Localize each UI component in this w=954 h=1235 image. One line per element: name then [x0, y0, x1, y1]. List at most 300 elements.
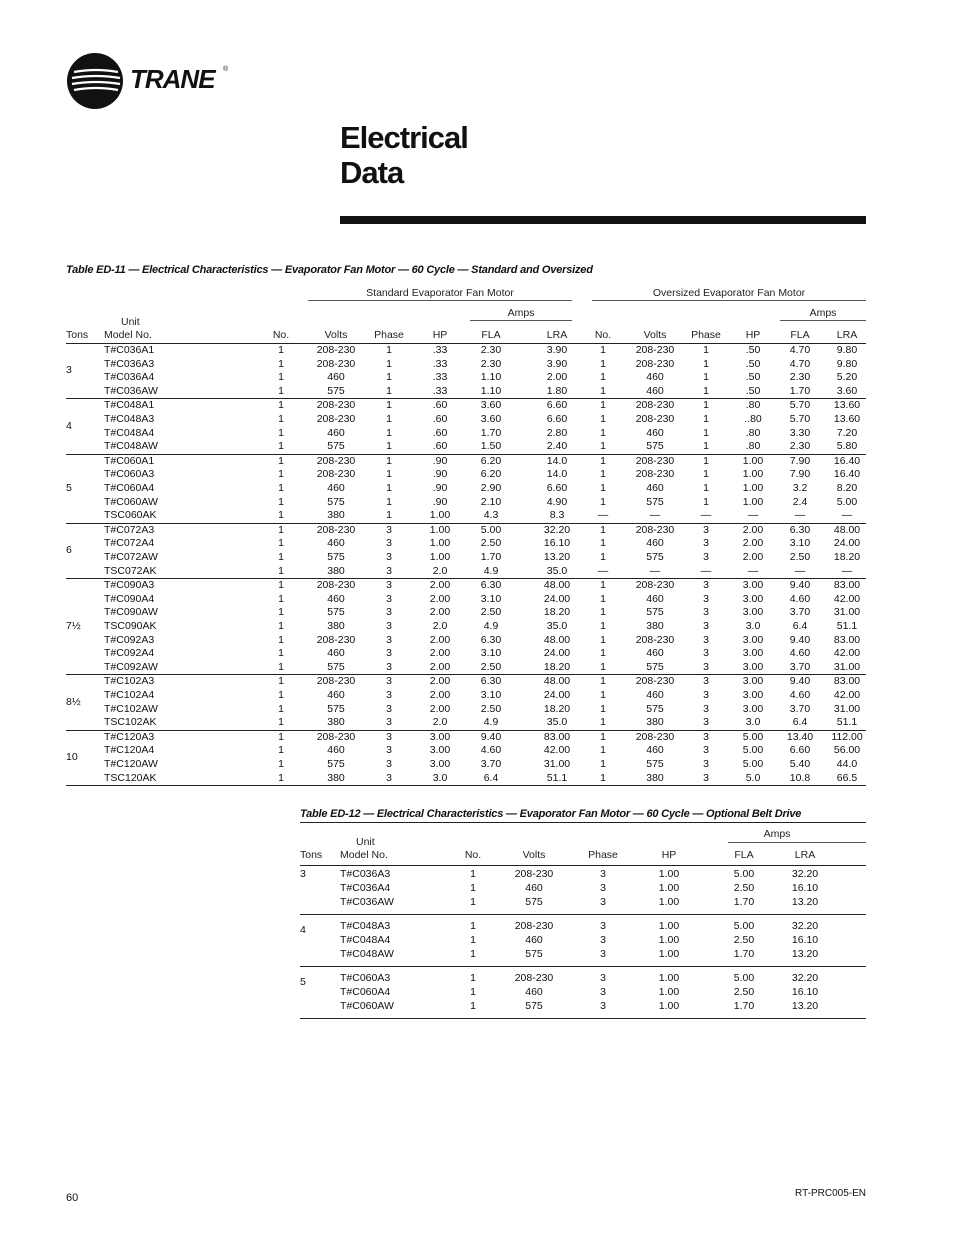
value-cell: 208-230 — [316, 633, 356, 646]
value-cell: 13.20 — [543, 551, 571, 563]
value-cell: 1.70 — [480, 551, 502, 563]
model-no: T#C036A1 — [104, 344, 155, 356]
table2-amps-rule — [728, 842, 866, 843]
value-cell: 6.20 — [480, 468, 502, 481]
value-cell: 460 — [646, 592, 664, 605]
table2-caption: Table ED-12 — Electrical Characteristics — Evaporator Fan Motor — 60 Cycle — Optional Belt Drive — [300, 808, 802, 820]
model-no: TSC090AK — [104, 620, 157, 632]
value-cell: 5.40 — [789, 758, 811, 770]
table2-header-no: No. — [464, 849, 482, 861]
table2-group-rule — [300, 966, 866, 967]
value-cell: — — [649, 509, 661, 522]
value-cell: 10.8 — [789, 771, 811, 784]
table2-value-cell: 460 — [525, 882, 543, 894]
model-no: T#C048A4 — [104, 426, 155, 439]
value-cell: 83.00 — [543, 730, 571, 743]
value-cell: 6.4 — [483, 771, 499, 784]
table2-value-cell: 5.00 — [733, 920, 755, 932]
value-cell: 3 — [386, 702, 392, 715]
value-cell: 3 — [703, 660, 709, 673]
value-cell: 18.20 — [543, 702, 571, 715]
value-cell: 3 — [703, 592, 709, 605]
value-cell: 1 — [703, 357, 709, 370]
value-cell: 13.60 — [833, 399, 861, 412]
value-cell: 1.00 — [742, 468, 764, 481]
value-cell: 16.40 — [833, 454, 861, 467]
model-no: T#C120A3 — [104, 730, 155, 743]
brand-wordmark: TRANE — [130, 64, 215, 94]
value-cell: 3.00 — [429, 730, 451, 743]
value-cell: 208-230 — [635, 454, 675, 467]
value-cell: 1 — [703, 371, 709, 384]
value-cell: 2.30 — [789, 440, 811, 453]
value-cell: 51.1 — [836, 716, 858, 729]
value-cell: 208-230 — [635, 357, 675, 370]
value-cell: 1 — [600, 482, 606, 494]
value-cell: 1 — [703, 468, 709, 481]
value-cell: 208-230 — [316, 730, 356, 743]
table2-value-cell: 2.50 — [733, 934, 755, 946]
value-cell: 1 — [278, 660, 284, 673]
value-cell: 1 — [600, 730, 606, 743]
value-cell: 1 — [278, 689, 284, 701]
value-cell: 3.10 — [480, 689, 502, 701]
value-cell: 7.20 — [836, 426, 858, 439]
value-cell: 1 — [386, 509, 392, 522]
value-cell: 31.00 — [833, 702, 861, 715]
model-no: T#C048A3 — [104, 413, 155, 425]
value-cell: 3 — [703, 633, 709, 646]
value-cell: 1 — [386, 468, 392, 481]
value-cell: .50 — [745, 384, 761, 397]
value-cell: 1 — [278, 495, 284, 508]
value-cell: 2.00 — [742, 537, 764, 550]
value-cell: 1 — [600, 702, 606, 715]
value-cell: 460 — [646, 384, 664, 397]
value-cell: 575 — [327, 551, 345, 563]
model-no: T#C072A4 — [104, 537, 155, 550]
value-cell: 2.0 — [432, 716, 448, 729]
value-cell: 3 — [386, 551, 392, 563]
value-cell: 380 — [327, 620, 345, 632]
value-cell: 3.2 — [792, 482, 808, 494]
value-cell: 208-230 — [635, 399, 675, 412]
table2-value-cell: 208-230 — [514, 920, 554, 932]
value-cell: 31.00 — [543, 758, 571, 770]
model-no: T#C120A4 — [104, 744, 155, 757]
table2-model-no: T#C048A3 — [340, 920, 391, 932]
value-cell: 6.60 — [546, 413, 568, 425]
value-cell: 24.00 — [543, 647, 571, 660]
value-cell: 24.00 — [543, 592, 571, 605]
value-cell: 575 — [646, 495, 664, 508]
value-cell: 42.00 — [833, 689, 861, 701]
header-no: No. — [594, 329, 612, 341]
table2-tons-value: 5 — [300, 976, 306, 988]
oversized-group-label: Oversized Evaporator Fan Motor — [652, 287, 806, 299]
value-cell: 2.50 — [789, 551, 811, 563]
value-cell: 1 — [278, 413, 284, 425]
value-cell: 460 — [327, 482, 345, 494]
value-cell: 4.9 — [483, 716, 499, 729]
value-cell: 3 — [386, 689, 392, 701]
table2-value-cell: 1 — [470, 972, 476, 984]
value-cell: 1 — [278, 620, 284, 632]
value-cell: 16.10 — [543, 537, 571, 550]
value-cell: 1.50 — [480, 440, 502, 453]
header-no: No. — [272, 329, 290, 341]
value-cell: 1 — [600, 384, 606, 397]
value-cell: 1 — [278, 716, 284, 729]
value-cell: — — [649, 564, 661, 577]
table2-model-no: T#C036A4 — [340, 882, 391, 894]
table2-value-cell: 1.00 — [658, 882, 680, 894]
unit-label: Unit — [121, 316, 140, 328]
value-cell: 1 — [600, 620, 606, 632]
value-cell: 3.70 — [789, 702, 811, 715]
value-cell: 575 — [646, 440, 664, 453]
value-cell: .60 — [432, 440, 448, 453]
table2-value-cell: 2.50 — [733, 986, 755, 998]
table2-value-cell: 32.20 — [791, 920, 819, 932]
standard-amps-label: Amps — [507, 307, 535, 319]
value-cell: 460 — [327, 537, 345, 550]
value-cell: — — [794, 509, 806, 522]
table2-value-cell: 208-230 — [514, 972, 554, 984]
value-cell: 3 — [386, 647, 392, 660]
value-cell: 35.0 — [546, 716, 568, 729]
value-cell: 9.80 — [836, 357, 858, 370]
value-cell: 1 — [278, 579, 284, 592]
value-cell: 2.00 — [429, 579, 451, 592]
value-cell: 1 — [386, 454, 392, 467]
value-cell: 1.00 — [429, 509, 451, 522]
value-cell: — — [700, 509, 712, 522]
tons-value: 6 — [66, 544, 72, 556]
table2-header-volts: Volts — [522, 849, 546, 861]
value-cell: 3.10 — [480, 647, 502, 660]
value-cell: 3 — [703, 689, 709, 701]
model-no: T#C090AW — [104, 606, 158, 619]
value-cell: 48.00 — [833, 523, 861, 536]
table2-value-cell: 460 — [525, 986, 543, 998]
value-cell: 14.0 — [546, 454, 568, 467]
value-cell: .50 — [745, 357, 761, 370]
value-cell: 2.0 — [432, 564, 448, 577]
table2-value-cell: 1 — [470, 882, 476, 894]
header-lra: LRA — [546, 329, 568, 341]
value-cell: 208-230 — [635, 633, 675, 646]
value-cell: 3 — [386, 523, 392, 536]
value-cell: 3.00 — [742, 579, 764, 592]
model-no: T#C102A4 — [104, 689, 155, 701]
value-cell: 1.00 — [429, 551, 451, 563]
value-cell: 3.00 — [742, 592, 764, 605]
value-cell: 380 — [646, 771, 664, 784]
value-cell: 35.0 — [546, 620, 568, 632]
model-no: TSC120AK — [104, 771, 157, 784]
value-cell: 1 — [278, 371, 284, 384]
value-cell: 3 — [703, 579, 709, 592]
value-cell: 1 — [703, 454, 709, 467]
value-cell: 2.00 — [429, 660, 451, 673]
value-cell: 460 — [646, 482, 664, 494]
value-cell: 1.80 — [546, 384, 568, 397]
table2-header-model: Model No. — [340, 849, 388, 861]
table2-tons-value: 4 — [300, 924, 306, 936]
value-cell: 1 — [600, 592, 606, 605]
value-cell: 66.5 — [836, 771, 858, 784]
value-cell: 208-230 — [635, 468, 675, 481]
table2-value-cell: 5.00 — [733, 972, 755, 984]
value-cell: 2.30 — [480, 344, 502, 356]
value-cell: 1 — [278, 426, 284, 439]
value-cell: 460 — [327, 647, 345, 660]
value-cell: — — [597, 509, 609, 522]
value-cell: 6.60 — [546, 482, 568, 494]
value-cell: 1 — [600, 426, 606, 439]
table2-value-cell: 32.20 — [791, 972, 819, 984]
model-no: T#C072A3 — [104, 523, 155, 536]
model-no: T#C072AW — [104, 551, 158, 563]
model-no: T#C120AW — [104, 758, 158, 770]
tons-value: 7½ — [66, 619, 81, 632]
value-cell: 3 — [703, 771, 709, 784]
table2-tons-value: 3 — [300, 868, 306, 880]
value-cell: 1 — [600, 454, 606, 467]
value-cell: 460 — [327, 426, 345, 439]
header-hp: HP — [745, 329, 761, 341]
value-cell: 1 — [386, 413, 392, 425]
value-cell: .90 — [432, 495, 448, 508]
value-cell: 6.30 — [789, 523, 811, 536]
value-cell: 9.80 — [836, 344, 858, 356]
value-cell: 3.30 — [789, 426, 811, 439]
value-cell: 3 — [703, 716, 709, 729]
value-cell: 3 — [386, 564, 392, 577]
value-cell: .60 — [432, 426, 448, 439]
value-cell: — — [700, 564, 712, 577]
value-cell: 5.00 — [480, 523, 502, 536]
table2-value-cell: 3 — [600, 868, 606, 880]
table2-value-cell: 1 — [470, 986, 476, 998]
value-cell: 1 — [703, 482, 709, 494]
value-cell: 3 — [703, 523, 709, 536]
value-cell: .50 — [745, 371, 761, 384]
table2-header-phase: Phase — [588, 849, 618, 861]
value-cell: 3.10 — [480, 592, 502, 605]
value-cell: 460 — [327, 592, 345, 605]
table2-value-cell: 1 — [470, 920, 476, 932]
table2-value-cell: 3 — [600, 882, 606, 894]
table2-value-cell: 1 — [470, 868, 476, 880]
value-cell: 575 — [646, 660, 664, 673]
table2-value-cell: 16.10 — [791, 882, 819, 894]
model-no: T#C090A4 — [104, 592, 155, 605]
value-cell: 7.90 — [789, 454, 811, 467]
value-cell: .33 — [432, 384, 448, 397]
value-cell: 1.00 — [742, 454, 764, 467]
value-cell: 3 — [386, 744, 392, 757]
value-cell: .33 — [432, 357, 448, 370]
value-cell: 575 — [327, 384, 345, 397]
value-cell: 3.00 — [742, 660, 764, 673]
value-cell: 4.60 — [789, 689, 811, 701]
value-cell: .80 — [745, 426, 761, 439]
value-cell: 460 — [327, 371, 345, 384]
value-cell: 1 — [600, 771, 606, 784]
value-cell: 4.9 — [483, 564, 499, 577]
value-cell: 6.4 — [792, 716, 808, 729]
value-cell: 1 — [386, 384, 392, 397]
value-cell: 460 — [646, 647, 664, 660]
value-cell: 1.10 — [480, 384, 502, 397]
table2-unit-label: Unit — [356, 836, 375, 848]
value-cell: 32.20 — [543, 523, 571, 536]
model-no: T#C048A1 — [104, 399, 155, 412]
value-cell: 208-230 — [635, 579, 675, 592]
value-cell: 3 — [386, 771, 392, 784]
value-cell: 1 — [600, 468, 606, 481]
value-cell: 1 — [278, 758, 284, 770]
value-cell: 3 — [703, 730, 709, 743]
value-cell: 3.00 — [742, 633, 764, 646]
value-cell: 83.00 — [833, 675, 861, 688]
value-cell: 6.4 — [792, 620, 808, 632]
value-cell: 2.30 — [789, 371, 811, 384]
value-cell: 380 — [646, 620, 664, 632]
table2-value-cell: 13.20 — [791, 948, 819, 960]
value-cell: 1 — [703, 440, 709, 453]
value-cell: 3 — [386, 758, 392, 770]
value-cell: 460 — [646, 744, 664, 757]
value-cell: 460 — [646, 426, 664, 439]
value-cell: 5.00 — [742, 744, 764, 757]
value-cell: 3 — [386, 730, 392, 743]
value-cell: 2.00 — [429, 647, 451, 660]
table2-group-rule — [300, 1018, 866, 1019]
value-cell: 3 — [703, 537, 709, 550]
table2-value-cell: 1.00 — [658, 1000, 680, 1012]
table2-value-cell: 32.20 — [791, 868, 819, 880]
table2-value-cell: 2.50 — [733, 882, 755, 894]
value-cell: 1 — [278, 647, 284, 660]
table2-amps-label: Amps — [763, 828, 791, 840]
value-cell: .33 — [432, 371, 448, 384]
table2-value-cell: 1.70 — [733, 1000, 755, 1012]
value-cell: 1.70 — [480, 426, 502, 439]
value-cell: .80 — [745, 399, 761, 412]
value-cell: .80 — [745, 440, 761, 453]
table2-value-cell: 575 — [525, 948, 543, 960]
value-cell: .50 — [745, 344, 761, 356]
value-cell: 1 — [278, 606, 284, 619]
value-cell: 208-230 — [316, 344, 356, 356]
value-cell: 6.60 — [789, 744, 811, 757]
value-cell: 3 — [386, 633, 392, 646]
value-cell: 1 — [600, 579, 606, 592]
value-cell: 2.80 — [546, 426, 568, 439]
value-cell: 380 — [646, 716, 664, 729]
value-cell: 5.00 — [742, 758, 764, 770]
value-cell: 3.00 — [742, 689, 764, 701]
value-cell: 112.00 — [831, 730, 863, 743]
table2-value-cell: 1 — [470, 948, 476, 960]
value-cell: 1.00 — [429, 523, 451, 536]
value-cell: 31.00 — [833, 606, 861, 619]
value-cell: 3 — [386, 675, 392, 688]
value-cell: 575 — [646, 758, 664, 770]
value-cell: 1 — [600, 744, 606, 757]
value-cell: 1 — [278, 551, 284, 563]
value-cell: 3 — [703, 702, 709, 715]
table2-value-cell: 16.10 — [791, 986, 819, 998]
value-cell: 3 — [703, 647, 709, 660]
tons-value: 10 — [66, 751, 78, 763]
header-phase: Phase — [374, 329, 404, 341]
table2-value-cell: 1.00 — [658, 934, 680, 946]
value-cell: 5.70 — [789, 413, 811, 425]
table1-caption: Table ED-11 — Electrical Characteristics — Evaporator Fan Motor — 60 Cycle — Standard and Oversized — [66, 264, 593, 276]
value-cell: 1 — [703, 384, 709, 397]
table2-value-cell: 13.20 — [791, 896, 819, 908]
model-no: T#C060A4 — [104, 482, 155, 494]
value-cell: 1 — [703, 344, 709, 356]
oversized-amps-label: Amps — [809, 307, 837, 319]
value-cell: 575 — [327, 660, 345, 673]
value-cell: 42.00 — [833, 647, 861, 660]
value-cell: 1 — [278, 744, 284, 757]
table2-value-cell: 1 — [470, 896, 476, 908]
table2-value-cell: 1.00 — [658, 972, 680, 984]
value-cell: 460 — [646, 371, 664, 384]
value-cell: 1 — [278, 344, 284, 356]
table2-value-cell: 13.20 — [791, 1000, 819, 1012]
value-cell: 2.10 — [480, 495, 502, 508]
header-fla: FLA — [790, 329, 810, 341]
value-cell: 3.60 — [480, 399, 502, 412]
value-cell: 9.40 — [789, 633, 811, 646]
value-cell: 1 — [600, 413, 606, 425]
value-cell: 1.00 — [742, 482, 764, 494]
value-cell: 2.50 — [480, 606, 502, 619]
value-cell: 3 — [703, 606, 709, 619]
model-no: T#C048AW — [104, 440, 158, 453]
value-cell: 460 — [646, 689, 664, 701]
value-cell: 208-230 — [635, 730, 675, 743]
value-cell: 3 — [703, 758, 709, 770]
value-cell: 1 — [278, 454, 284, 467]
value-cell: 208-230 — [316, 399, 356, 412]
table2-model-no: T#C060A4 — [340, 986, 391, 998]
value-cell: 44.0 — [836, 758, 858, 770]
value-cell: 2.40 — [546, 440, 568, 453]
value-cell: 575 — [327, 758, 345, 770]
value-cell: — — [794, 564, 806, 577]
table2-value-cell: 1 — [470, 1000, 476, 1012]
model-no: TSC060AK — [104, 509, 157, 522]
table2-value-cell: 208-230 — [514, 868, 554, 880]
value-cell: 1.00 — [742, 495, 764, 508]
value-cell: 1 — [386, 357, 392, 370]
value-cell: 1 — [386, 426, 392, 439]
value-cell: 7.90 — [789, 468, 811, 481]
value-cell: 4.60 — [480, 744, 502, 757]
value-cell: 6.20 — [480, 454, 502, 467]
value-cell: 1 — [600, 660, 606, 673]
table2-header-tons: Tons — [300, 849, 323, 861]
value-cell: 460 — [327, 744, 345, 757]
